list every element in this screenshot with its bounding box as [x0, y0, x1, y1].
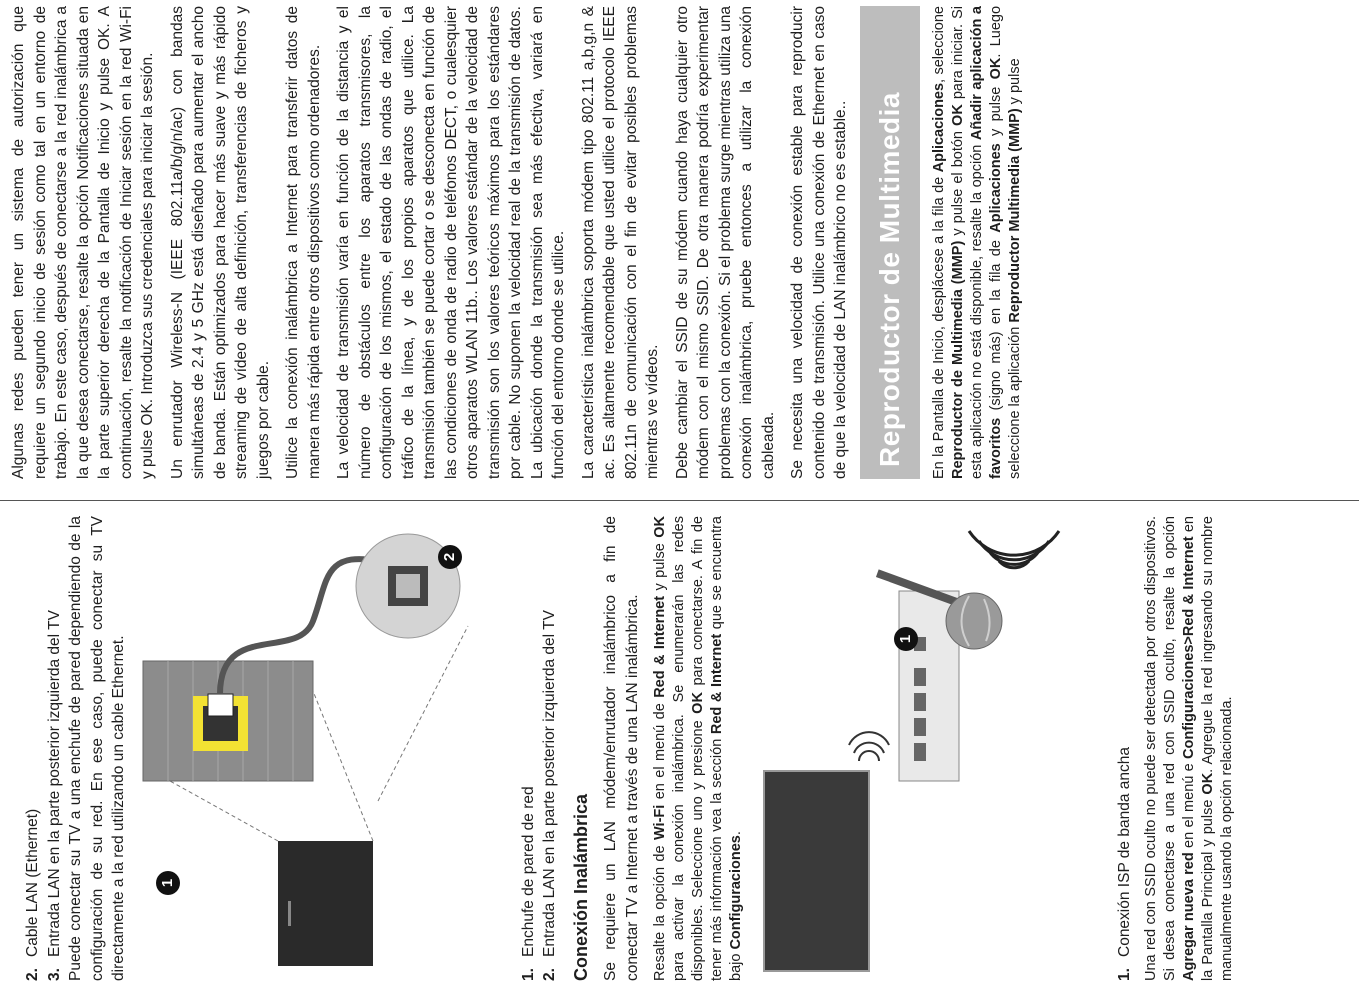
item-number: 3. — [45, 968, 63, 981]
ethernet-diagram — [138, 516, 508, 981]
router-paragraph: Un enrutador Wireless-N (IEEE 802.11a/b/g/n/ac) con bandas simultáneas de 2.4 y 5 GHz está diseñado para aumentar el ancho de banda. Están optimizados para hacer más suave y más rápido streaming de vídeo de alta definición, transferencias de ficheros y juegos por cable. — [168, 6, 272, 479]
left-column — [22, 516, 1245, 981]
item-number: 1. — [1116, 968, 1133, 981]
item-number: 2. — [24, 968, 41, 981]
text-run-bold: Configuraciones — [728, 835, 744, 950]
guide-line — [313, 691, 373, 841]
text-run: . Agregue la red ingresando su nombre manualmente usando la opción relacionada. — [1199, 516, 1235, 981]
text-run: . — [728, 831, 744, 836]
callout-1: 1 — [156, 871, 180, 895]
text-run-bold: Reproductor de Multimedia (MMP) — [949, 240, 966, 479]
text-run: y pulse el botón — [949, 125, 966, 241]
text-run: que se encuentra bajo — [709, 516, 744, 981]
router-wifi-waves — [969, 531, 1059, 568]
wifi-instructions — [651, 516, 746, 981]
text-run-bold: OK — [949, 104, 966, 126]
text-run: para activar la conexión inalámbrica. Se enumerarán las redes disponibles. Seleccione uno y presione — [671, 516, 706, 981]
speed-paragraph: La velocidad de transmisión varía en función de la distancia y el número de obstáculos entre los aparatos transmisores, la configuración de los mismos, el estado de las ondas de radio, el tráfico de la línea, y de los propios aparatos que utilice. La transmisión también se puede cortar o se desconecta en función de las condiciones de onda de radio de teléfonos DECT, o cualesquier otros aparatos WLAN 11b.. Los valores estándar de la velocidad de transmisión son los valores teóricos máximos para los estándares por cable. No suponen la velocidad real de la transmisión de datos. La ubicación donde la transmisión sea más efectiva, variará en función del entorno donde se utilice. — [335, 6, 567, 479]
tv-rear-panel — [278, 841, 373, 966]
tv-wifi-waves — [849, 732, 889, 761]
text-run-bold: OK — [690, 692, 706, 714]
item-text: Enchufe de pared de red — [519, 786, 537, 957]
tv-screen — [764, 771, 869, 971]
text-run: y pulse — [1006, 58, 1023, 109]
item-number: 1. — [519, 968, 537, 981]
wireless-intro: Se requiere un LAN módem/enrutador inalámbrico a fin de conectar TV a Internet a través de una LAN inalámbrica. — [602, 516, 641, 981]
text-run: en el menú de — [652, 697, 668, 805]
text-run-bold: Reproductor Multimedia (MMP) — [1006, 108, 1023, 323]
legend-item — [518, 516, 540, 981]
hidden-ssid-paragraph — [1142, 516, 1237, 981]
text-run: para iniciar. Si esta aplicación no está disponible, resalte la opción — [949, 6, 985, 479]
right-column — [8, 6, 1033, 479]
column-divider — [0, 500, 1359, 501]
text-run-bold: Añadir aplicación a favoritos — [968, 6, 1004, 479]
text-run: y pulse — [987, 79, 1004, 144]
item-text: Entrada LAN en la parte posterior izquierda del TV — [45, 610, 63, 957]
text-run-bold: OK — [652, 516, 668, 538]
text-run-bold: Red & Internet — [652, 595, 668, 698]
guide-line — [378, 626, 468, 801]
rj45-plug — [208, 694, 233, 716]
wall-socket-inner — [396, 574, 420, 598]
text-run: , seleccione — [930, 6, 947, 83]
section-title: Reproductor de Multimedia — [860, 6, 920, 479]
transfer-paragraph: Utilice la conexión inalámbrica a Internet para transferir datos de manera más rápida entre otros dispositivos como ordenadores. — [284, 6, 323, 479]
ethernet-legend — [518, 516, 561, 981]
text-run-bold: OK — [1199, 772, 1216, 795]
wifi-diagram — [754, 516, 1104, 981]
text-run-bold: Configuraciones>Red & Internet — [1180, 536, 1197, 759]
text-run: En la Pantalla de Inicio, desplácese a la fila de — [930, 172, 947, 479]
stable-paragraph: Se necesita una velocidad de conexión estable para reproducir contenido de transmisión. Utilice una conexión de Ethernet en caso de que la velocidad de LAN inalámbrico no es estable.. — [789, 6, 849, 479]
wifi-illustration — [754, 516, 1104, 981]
text-run-bold: Wi-Fi — [652, 804, 668, 841]
text-run: para conectarse. A fin de tener más información vea la sección — [690, 516, 725, 981]
text-run-bold: OK — [987, 57, 1004, 80]
text-run: en la Pantalla Principal y pulse — [1180, 516, 1216, 981]
tv-rear-slot — [288, 901, 291, 926]
mmp-paragraph — [930, 6, 1025, 479]
ssid-paragraph: Debe cambiar el SSID de su módem cuando haya cualquier otro módem con el mismo SSID. De otra manera podría experimentar problemas con la conexión. Si el problema surge mientras utiliza una conexión inalámbrica, pruebe entonces a utilizar la conexión cableada. — [673, 6, 777, 479]
text-run-bold: Aplicaciones — [987, 143, 1004, 233]
ethernet-illustration — [138, 516, 508, 981]
text-run: en el menú e — [1180, 758, 1197, 853]
item-text: Cable LAN (Ethernet) — [24, 808, 41, 957]
text-run-bold: Agregar nueva red — [1180, 852, 1197, 981]
cable-list — [22, 516, 65, 981]
list-item — [22, 516, 44, 981]
text-run: Resalte la opción de — [652, 840, 668, 981]
legend-item — [539, 516, 561, 981]
item-text: Entrada LAN en la parte posterior izquierda del TV — [541, 610, 558, 957]
text-run-bold: Aplicaciones — [930, 82, 947, 173]
callout-2: 2 — [438, 545, 462, 569]
protocol-paragraph: La característica inalámbrica soporta módem tipo 802.11 a,b,g,n & ac. Es altamente recomendable que usted utilice el protocolo IEEE 802.11n de comunicación con el fin de evitar posibles problemas mientras ve vídeos. — [579, 6, 661, 479]
text-run: Una red con SSID oculto no puede ser detectada por otros dispositivos. Si desea conectarse a una red con SSID oculto, resalte la opción — [1142, 516, 1178, 981]
callout-1: 1 — [894, 627, 918, 651]
item-number: 2. — [541, 968, 558, 981]
text-run-bold: Red & Internet — [709, 633, 725, 735]
ethernet-paragraph: Puede conectar su TV a una enchufe de pared dependiendo de la configuración de su red. En ese caso, puede conectar su TV directamente a la red utilizando un cable Ethernet. — [67, 516, 127, 981]
internet-globe — [946, 593, 1002, 649]
isp-legend — [1114, 516, 1136, 981]
auth-paragraph: Algunas redes pueden tener un sistema de autorización que requiere un segundo inicio de sesión como tal en un entorno de trabajo. En este caso, después de conectarse a la red inalámbrica a la que desea conectarse, resalte la opción Notificaciones situada en la parte superior derecha de la Pantalla de Inicio y pulse OK. A continuación, resalte la notificación de Iniciar sesión en la red Wi-Fi y pulse OK. Introduzca sus credenciales para iniciar la sesión. — [10, 6, 156, 479]
text-run: . Luego seleccione la aplicación — [987, 5, 1023, 479]
item-text: Conexión ISP de banda ancha — [1116, 747, 1133, 957]
legend-item — [1114, 516, 1136, 981]
text-run: (signo más) en la fila de — [987, 232, 1004, 418]
wireless-heading: Conexión Inalámbrica — [570, 793, 591, 981]
text-run: y pulse — [652, 537, 668, 596]
list-item — [44, 516, 66, 981]
